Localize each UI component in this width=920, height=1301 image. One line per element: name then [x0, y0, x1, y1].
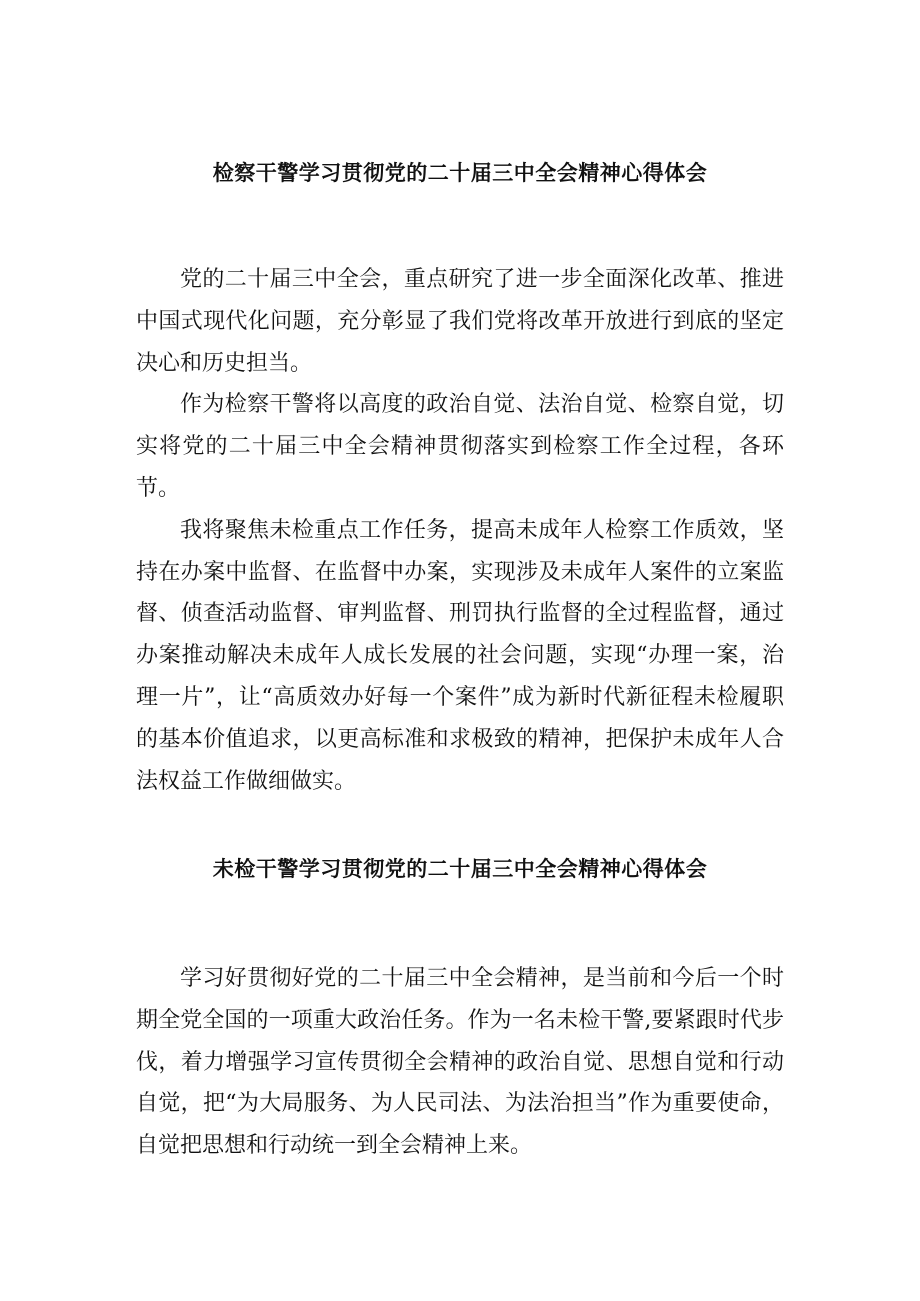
- article-2-title: 未检干警学习贯彻党的二十届三中全会精神心得体会: [212, 856, 708, 881]
- article-1-paragraph-1: 党的二十届三中全会，重点研究了进一步全面深化改革、推进中国式现代化问题，充分彰显了我们党将改革开放进行到底的坚定决心和历史担当。: [136, 267, 784, 376]
- article-2: [136, 851, 784, 1167]
- article-1-paragraph-2: 作为检察干警将以高度的政治自觉、法治自觉、检察自觉，切实将党的二十届三中全会精神贯彻落实到检察工作全过程，各环节。: [136, 392, 784, 501]
- article-1: [136, 155, 784, 802]
- article-1-title: 检察干警学习贯彻党的二十届三中全会精神心得体会: [212, 160, 708, 185]
- article-1-paragraph-3: 我将聚焦未检重点工作任务，提高未成年人检察工作质效，坚持在办案中监督、在监督中办案，实现涉及未成年人案件的立案监督、侦查活动监督、审判监督、刑罚执行监督的全过程监督，通过办案推动解决未成年人成长发展的社会问题，实现“办理一案，治理一片”，让“高质效办好每一个案件”成为新时代新征程未检履职的基本价值追求，以更高标准和求极致的精神，把保护未成年人合法权益工作做细做实。: [136, 517, 784, 794]
- article-2-paragraph-1: 学习好贯彻好党的二十届三中全会精神，是当前和今后一个时期全党全国的一项重大政治任务。作为一名未检干警,要紧跟时代步伐，着力增强学习宣传贯彻全会精神的政治自觉、思想自觉和行动自觉，把“为大局服务、为人民司法、为法治担当”作为重要使命，自觉把思想和行动统一到全会精神上来。: [136, 966, 784, 1159]
